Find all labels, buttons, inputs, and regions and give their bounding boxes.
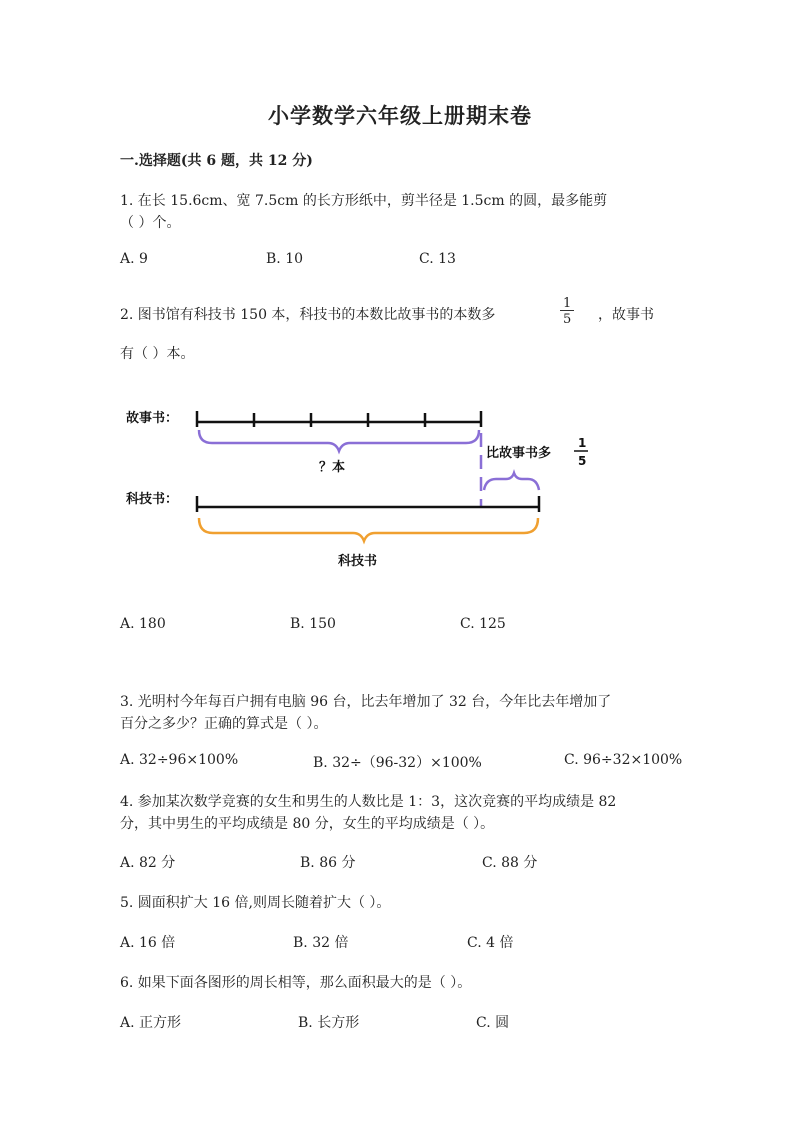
fraction-numerator: 1 xyxy=(560,297,574,311)
question-3-line-1: 3. 光明村今年每百户拥有电脑 96 台，比去年增加了 32 台，今年比去年增加了 xyxy=(120,694,612,710)
question-3-option-c: C. 96÷32×100% xyxy=(564,752,683,768)
question-1-option-c: C. 13 xyxy=(419,251,456,267)
question-6-option-a: A. 正方形 xyxy=(120,1015,182,1031)
more-than-denominator: 5 xyxy=(578,454,587,468)
question-1-option-a: A. 9 xyxy=(120,251,148,267)
unknown-count-label: ？本 xyxy=(319,460,346,475)
section-heading: 一.选择题(共 6 题，共 12 分) xyxy=(120,153,313,169)
story-book-ticks xyxy=(197,411,481,427)
question-4-option-b: B. 86 分 xyxy=(300,855,356,871)
question-2-line-1b: ，故事书 xyxy=(598,307,654,323)
question-2-option-c: C. 125 xyxy=(460,616,506,632)
question-5-option-a: A. 16 倍 xyxy=(120,935,176,951)
question-2-option-b: B. 150 xyxy=(290,616,336,632)
question-3-line-2: 百分之多少？正确的算式是（ ）。 xyxy=(120,716,328,732)
story-book-label: 故事书： xyxy=(126,411,179,426)
question-1-line-1: 1. 在长 15.6cm、宽 7.5cm 的长方形纸中，剪半径是 1.5cm 的圆，最多能剪 xyxy=(120,193,608,209)
question-1-line-2: （ ）个。 xyxy=(120,215,181,231)
line-segment-diagram xyxy=(110,395,610,580)
more-than-numerator: 1 xyxy=(578,436,587,450)
fraction-denominator: 5 xyxy=(563,312,572,327)
question-4-option-c: C. 88 分 xyxy=(482,855,538,871)
question-3-option-a: A. 32÷96×100% xyxy=(120,752,239,768)
page-title: 小学数学六年级上册期末卷 xyxy=(268,103,532,128)
question-6-option-c: C. 圆 xyxy=(476,1015,510,1031)
question-5-option-c: C. 4 倍 xyxy=(467,935,514,951)
question-5-line-1: 5. 圆面积扩大 16 倍,则周长随着扩大（ ）。 xyxy=(120,895,391,911)
question-2-option-a: A. 180 xyxy=(120,616,166,632)
story-book-brace xyxy=(199,430,479,451)
question-3-option-b: B. 32÷（96-32）×100% xyxy=(313,755,482,771)
question-6-option-b: B. 长方形 xyxy=(298,1015,360,1031)
question-4-line-2: 分，其中男生的平均成绩是 80 分，女生的平均成绩是（ ）。 xyxy=(120,816,495,832)
tech-book-brace xyxy=(199,518,538,541)
question-1-option-b: B. 10 xyxy=(266,251,304,267)
question-2-line-2: 有（ ）本。 xyxy=(120,346,195,362)
question-5-option-b: B. 32 倍 xyxy=(293,935,349,951)
tech-total-label: 科技书 xyxy=(338,554,378,569)
extra-part-brace xyxy=(484,473,539,490)
question-4-option-a: A. 82 分 xyxy=(120,855,176,871)
question-4-line-1: 4. 参加某次数学竞赛的女生和男生的人数比是 1：3，这次竞赛的平均成绩是 82 xyxy=(120,794,617,810)
question-6-line-1: 6. 如果下面各图形的周长相等，那么面积最大的是（ ）。 xyxy=(120,975,472,991)
tech-book-label: 科技书： xyxy=(126,492,179,507)
question-2-line-1a: 2. 图书馆有科技书 150 本，科技书的本数比故事书的本数多 xyxy=(120,307,496,323)
question-2-fraction xyxy=(560,297,574,326)
more-than-label: 比故事书多 xyxy=(486,446,552,461)
